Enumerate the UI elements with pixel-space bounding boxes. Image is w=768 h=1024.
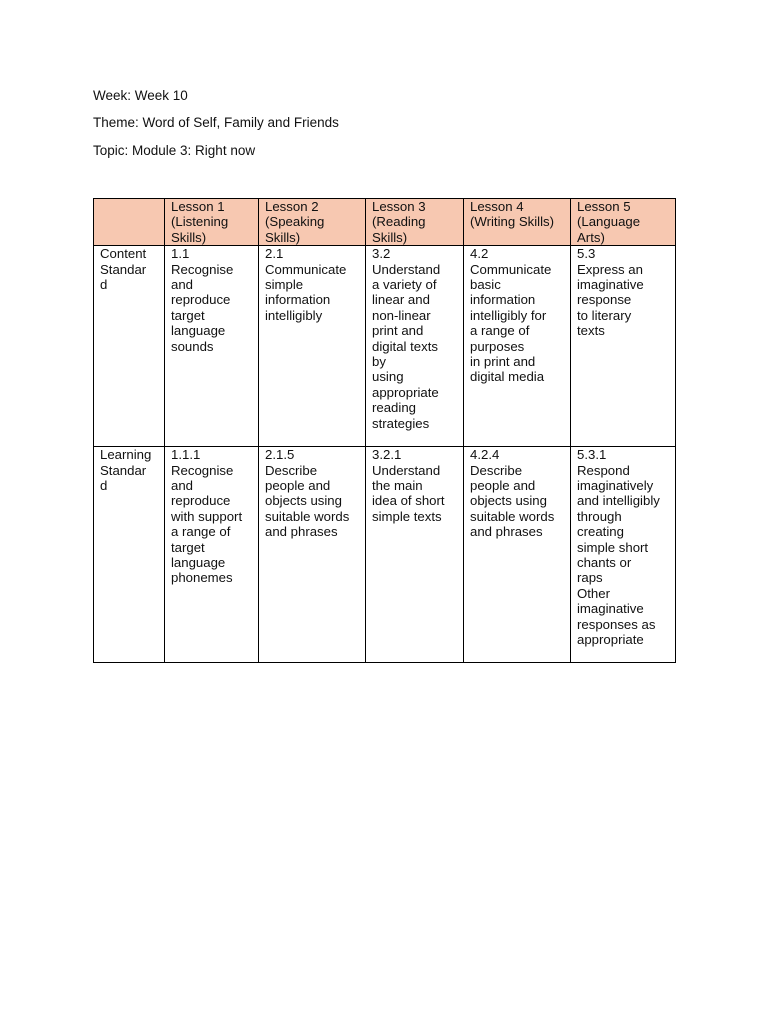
table-cell: 3.2.1 Understand the main idea of short simple texts [366,447,464,663]
column-header-lesson-3: Lesson 3 (Reading Skills) [366,199,464,246]
table-cell: 4.2.4 Describe people and objects using suitable words and phrases [464,447,571,663]
row-header-learning-standard: Learning Standar d [94,447,165,663]
table-cell: 4.2 Communicate basic information intelligibly for a range of purposes in print and digital media [464,246,571,447]
column-header-lesson-1: Lesson 1 (Listening Skills) [165,199,259,246]
table-cell: 2.1.5 Describe people and objects using suitable words and phrases [259,447,366,663]
lesson-plan-table [93,198,676,663]
table-row [94,447,676,663]
table-cell: 3.2 Understand a variety of linear and non-linear print and digital texts by using appropriate reading strategies [366,246,464,447]
column-header-lesson-5: Lesson 5 (Language Arts) [571,199,676,246]
table-corner-cell [94,199,165,246]
table-row [94,246,676,447]
table-cell: 1.1 Recognise and reproduce target language sounds [165,246,259,447]
table-cell: 1.1.1 Recognise and reproduce with support a range of target language phonemes [165,447,259,663]
week-label: Week: Week 10 [93,88,188,103]
theme-label: Theme: Word of Self, Family and Friends [93,115,339,130]
column-header-lesson-4: Lesson 4 (Writing Skills) [464,199,571,246]
table-cell: 2.1 Communicate simple information intelligibly [259,246,366,447]
table-header-row [94,199,676,246]
table-cell: 5.3.1 Respond imaginatively and intelligibly through creating simple short chants or raps Other imaginative responses as appropriate [571,447,676,663]
topic-label: Topic: Module 3: Right now [93,143,256,158]
table-cell: 5.3 Express an imaginative response to literary texts [571,246,676,447]
row-header-content-standard: Content Standar d [94,246,165,447]
column-header-lesson-2: Lesson 2 (Speaking Skills) [259,199,366,246]
